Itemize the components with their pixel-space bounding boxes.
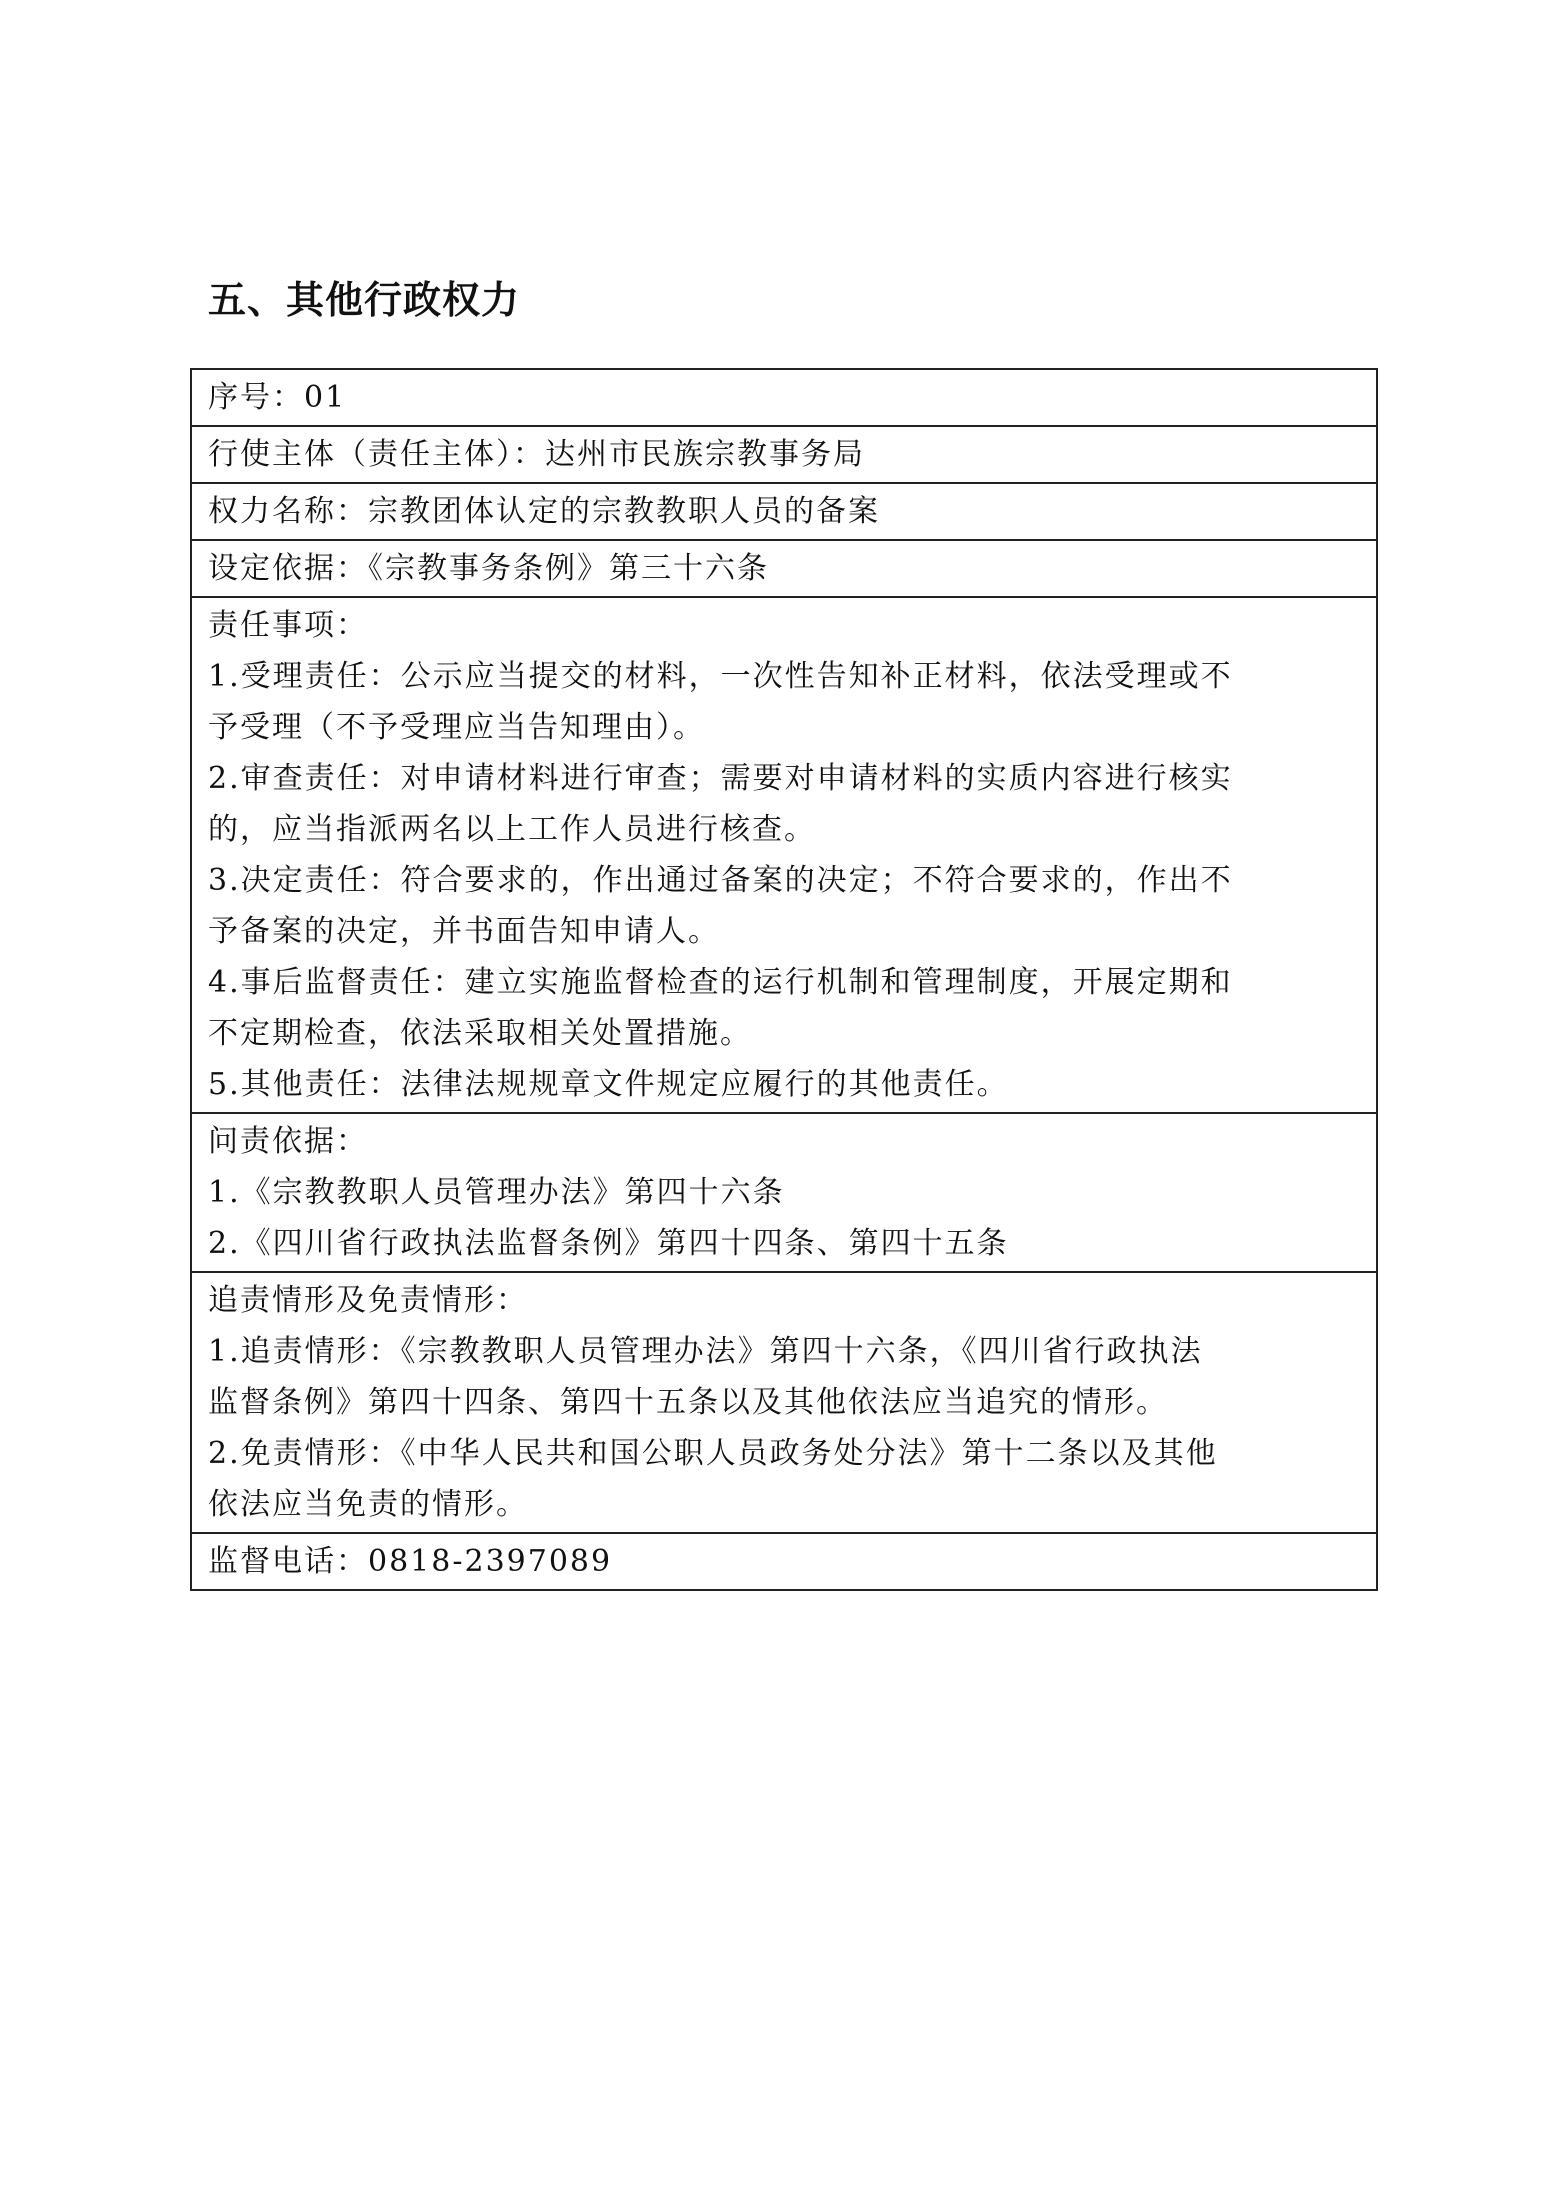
supervision-phone-cell: 监督电话：0818-2397089 [191, 1533, 1377, 1590]
accountability-basis-line: 2.《四川省行政执法监督条例》第四十四条、第四十五条 [208, 1226, 1009, 1261]
responsibilities-cell [191, 597, 1377, 1113]
table-row [191, 1113, 1377, 1272]
page-title: 五、其他行政权力 [208, 278, 521, 322]
table-row [191, 426, 1377, 483]
table-row [191, 1533, 1377, 1590]
power-name-cell: 权力名称：宗教团体认定的宗教教职人员的备案 [191, 483, 1377, 540]
liability-line: 1.追责情形：《宗教教职人员管理办法》第四十六条，《四川省行政执法 [208, 1334, 1203, 1369]
responsibility-line: 的，应当指派两名以上工作人员进行核查。 [208, 812, 816, 847]
table-row [191, 1272, 1377, 1533]
administrative-power-table [190, 368, 1378, 1591]
liability-line: 监督条例》第四十四条、第四十五条以及其他依法应当追究的情形。 [208, 1385, 1168, 1420]
responsibility-line: 5.其他责任：法律法规规章文件规定应履行的其他责任。 [208, 1067, 1009, 1102]
liability-line: 依法应当免责的情形。 [208, 1487, 528, 1522]
serial-number-cell: 序号：01 [191, 369, 1377, 426]
responsibility-line: 4.事后监督责任：建立实施监督检查的运行机制和管理制度，开展定期和 [208, 965, 1233, 1000]
responsibility-line: 3.决定责任：符合要求的，作出通过备案的决定；不符合要求的，作出不 [208, 863, 1233, 898]
responsibility-line: 1.受理责任：公示应当提交的材料，一次性告知补正材料，依法受理或不 [208, 659, 1233, 694]
accountability-basis-cell [191, 1113, 1377, 1272]
table-row [191, 597, 1377, 1113]
table-row [191, 369, 1377, 426]
table-row [191, 540, 1377, 597]
accountability-basis-line: 1.《宗教教职人员管理办法》第四十六条 [208, 1175, 785, 1210]
responsibility-line: 2.审查责任：对申请材料进行审查；需要对申请材料的实质内容进行核实 [208, 761, 1233, 796]
responsibility-line: 予受理（不予受理应当告知理由）。 [208, 710, 705, 745]
liability-line: 2.免责情形：《中华人民共和国公职人员政务处分法》第十二条以及其他 [208, 1436, 1218, 1471]
legal-basis-cell: 设定依据：《宗教事务条例》第三十六条 [191, 540, 1377, 597]
responsibility-line: 不定期检查，依法采取相关处置措施。 [208, 1016, 752, 1051]
responsible-subject-cell: 行使主体（责任主体）：达州市民族宗教事务局 [191, 426, 1377, 483]
table-row [191, 483, 1377, 540]
liability-cell [191, 1272, 1377, 1533]
liability-title: 追责情形及免责情形： [208, 1283, 528, 1318]
responsibilities-title: 责任事项： [208, 608, 368, 643]
accountability-basis-title: 问责依据： [208, 1124, 368, 1159]
responsibility-line: 予备案的决定，并书面告知申请人。 [208, 914, 720, 949]
